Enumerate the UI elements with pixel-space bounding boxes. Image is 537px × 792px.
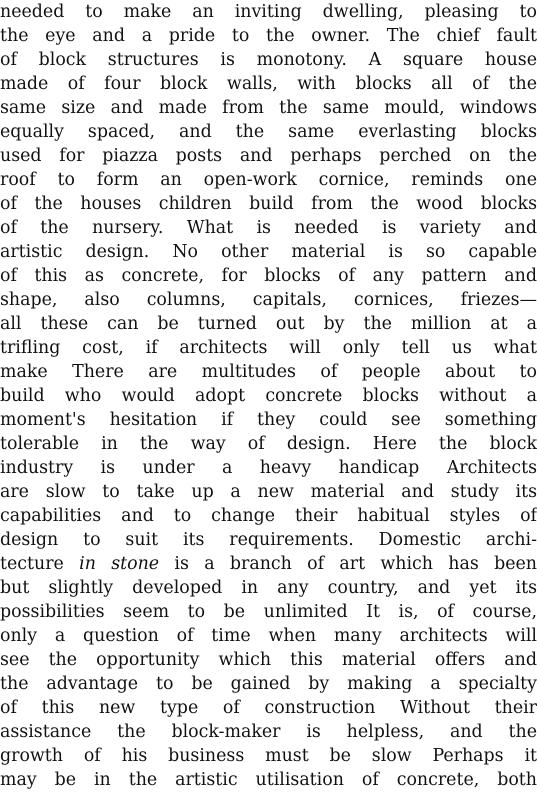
text-line: made of four block walls, with blocks all of the [0,74,537,94]
text-line: but slightly developed in any country, and yet its [0,578,537,598]
text-line: the advantage to be gained by making a specialty [0,674,537,694]
text-line: only a question of time when many architects will [0,626,537,646]
text-line: moment's hesitation if they could see something [0,410,537,430]
text-line: assistance the block-maker is helpless, and the [0,722,537,742]
text-line: artistic design. No other material is so capable [0,242,537,262]
text-line: of the nursery. What is needed is variety and [0,218,537,238]
text-line: make There are multitudes of people about to [0,362,537,382]
italic-phrase: in stone [79,554,160,574]
text-line: growth of his business must be slow Perhaps it [0,746,537,766]
text-line: build who would adopt concrete blocks without a [0,386,537,406]
text-line: of this as concrete, for blocks of any pattern and [0,266,537,286]
text-line: all these can be turned out by the million at a [0,314,537,334]
text-line: of the houses children build from the wood blocks [0,194,537,214]
text-line: industry is under a heavy handicap Architects [0,458,537,478]
text-line: of this new type of construction Without their [0,698,537,718]
text-line: shape, also columns, capitals, cornices, friezes— [0,290,537,310]
text-line: trifling cost, if architects will only tell us what [0,338,537,358]
text-run: tecture [0,554,80,574]
text-line: used for piazza posts and perhaps perched on the [0,146,537,166]
text-line: are slow to take up a new material and study its [0,482,537,502]
text-line: of block structures is monotony. A square house [0,50,537,70]
text-line: capabilities and to change their habitual styles of [0,506,537,526]
text-line: the eye and a pride to the owner. The chief fault [0,26,537,46]
text-line: design to suit its requirements. Domestic archi- [0,530,537,550]
text-line: same size and made from the same mould, windows [0,98,537,118]
text-line: see the opportunity which this material offers and [0,650,537,670]
text-line: possibilities seem to be unlimited It is, of course, [0,602,537,622]
text-line [0,552,537,576]
text-line: equally spaced, and the same everlasting blocks [0,122,537,142]
text-line: roof to form an open-work cornice, reminds one [0,170,537,190]
text-line: tolerable in the way of design. Here the block [0,434,537,454]
text-line: needed to make an inviting dwelling, pleasing to [0,2,537,22]
text-run: is a branch of art which has been [159,554,537,574]
text-line: may be in the artistic utilisation of concrete, both [0,770,537,790]
